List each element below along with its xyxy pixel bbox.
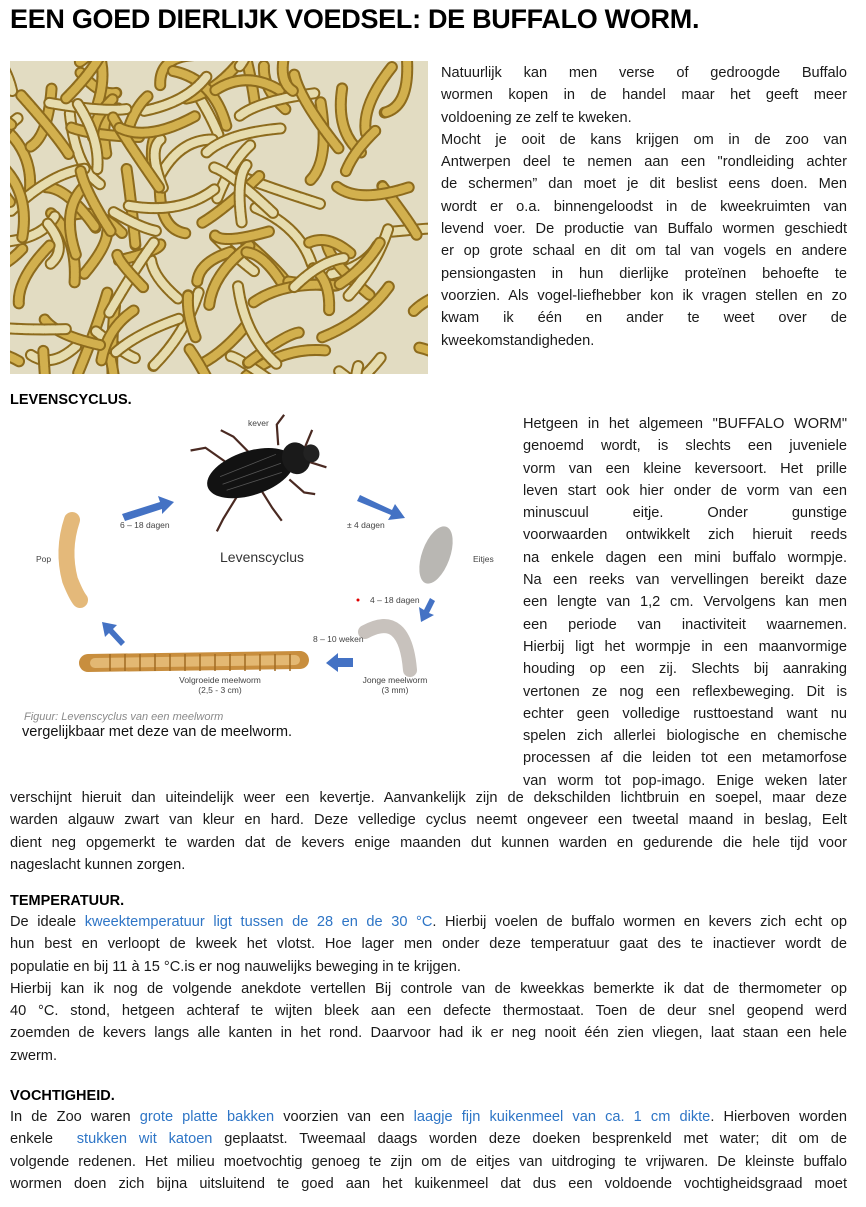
highlight-kuikenmeel: laagje fijn kuikenmeel van ca. 1 cm dikte — [413, 1109, 711, 1125]
temperatuur-line: Hierbij kan ik nog de volgende anekdote vertellen Bij controle van de kweekkas bemerkte ik dat de thermometer op — [10, 980, 847, 997]
highlight-bakken: grote platte bakken — [139, 1109, 275, 1125]
worms-illustration — [10, 61, 428, 374]
intro-line: voldoening ze zelf te kweken. — [441, 109, 632, 126]
label-kever: kever — [248, 418, 269, 428]
side-text-line: genoemd wordt, is slechts een juveniele — [523, 438, 847, 455]
label-pop-to-kever: 6 – 18 dagen — [120, 520, 170, 530]
full-text-line: verschijnt hieruit dan uiteindelijk weer een kevertje. Aanvankelijk zijn de dekschilden lichtbruin en soepel, maar deze — [10, 790, 847, 806]
text-run: voorzien van een — [274, 1109, 414, 1125]
label-kever-to-eitjes: ± 4 dagen — [347, 520, 385, 530]
text-run: geplaatst. Tweemaal daags worden deze doeken besprenkeld met water; dit om de — [212, 1131, 848, 1148]
label-eitjes: Eitjes — [473, 554, 494, 564]
young-worm-image — [365, 626, 410, 670]
full-text-line: nageslacht kunnen zorgen. — [10, 856, 186, 873]
label-volgroeid-name: Volgroeide meelworm — [179, 675, 261, 685]
side-text-line: houding op een zij. Slechts bij aanraking — [523, 661, 847, 678]
temperatuur-line: hun best en verloopt de kweek het vlotst. Hoe lager men onder deze temperatuur gaat des te inactiever wordt de — [10, 936, 847, 953]
temperatuur-line: populatie en bij 11 à 15 °C.is er nog nauwelijks beweging in te krijgen. — [10, 958, 461, 975]
beetle-image — [187, 410, 337, 541]
worm-shape — [10, 327, 66, 330]
label-pop: Pop — [36, 554, 52, 564]
vochtigheid-line-2 — [10, 1128, 847, 1150]
temperatuur-text — [10, 911, 847, 1067]
temperatuur-line: 40 °C. stond, hetgeen achteraf te wijten bleek aan een defecte thermostaat. Toen de deur snel geopend werd — [10, 1003, 847, 1020]
full-grown-worm-image — [88, 654, 300, 671]
intro-line: Antwerpen deel te nemen aan een "rondleiding achter — [441, 154, 847, 171]
intro-line: wordt er o.a. binnengeloodst in de kweekruimten van — [441, 198, 847, 215]
label-jonge — [355, 675, 435, 695]
side-text-line: spelen zich allerlei biologische en chemische — [523, 728, 847, 745]
intro-line: voorzien. Als vogel-liefhebber kon ik vragen stellen en zo — [441, 287, 847, 304]
arrow-volgroeid-to-pop — [102, 622, 125, 646]
label-eitjes-to-jonge: 4 – 18 dagen — [370, 595, 420, 605]
buffalo-worms-photo — [10, 61, 428, 374]
intro-text — [441, 62, 847, 352]
intro-line: Natuurlijk kan men verse of gedroogde Buffalo — [441, 65, 847, 81]
levenscyclus-full-text — [10, 787, 847, 876]
arrow-kever-to-eitjes — [357, 495, 405, 520]
intro-line: levend voer. De productie van Buffalo wormen geschiedt — [441, 221, 847, 238]
vochtigheid-line: volgende redenen. Het milieu moetvochtig genoeg te zijn om de eitjes van uitdroging te vrijwaren. De kleinste buffalo — [10, 1153, 847, 1170]
text-run: In de Zoo waren — [10, 1109, 140, 1125]
label-volgroeid — [160, 675, 280, 695]
section-heading-temperatuur: TEMPERATUUR. — [10, 893, 125, 909]
levenscyclus-side-text — [523, 413, 847, 792]
highlight-temperature: kweektemperatuur ligt tussen de 28 en de 30 °C — [84, 914, 433, 930]
eggs-image — [413, 522, 460, 588]
text-run: De ideale — [10, 914, 85, 930]
side-text-line: echter geen volledige rusttoestand want nu — [523, 705, 847, 722]
figure-caption: Figuur: Levenscyclus van een meelworm — [24, 711, 224, 723]
label-jonge-size: (3 mm) — [381, 685, 409, 695]
full-text-line: warden algauw zwart van kleur en hard. Deze velledige cyclus neemt ongeveer een tweetal maand in beslag, Eelt — [10, 812, 847, 829]
text-run: . Hierbij voelen de buffalo wormen en kevers zich echt op — [432, 914, 848, 930]
arrow-pop-to-kever — [122, 496, 174, 521]
temperatuur-line: zoemden de kevers langs alle kanten in het rond. Daarvoor had ik er neg nooit één zien vliegen, laat staan een hele — [10, 1025, 847, 1042]
side-text-line: Hierbij ligt het wormpje in een maanvormige — [523, 638, 847, 655]
intro-line: er op grote schaal en dit om tal van vogels en andere — [441, 243, 847, 260]
intro-line: kwam ik één en ander te weet over de — [441, 310, 847, 327]
section-heading-levenscyclus: LEVENSCYCLUS. — [10, 392, 132, 408]
temperatuur-line-1 — [10, 911, 847, 933]
side-text-line: van worm tot pop-imago. Enige weken later — [523, 772, 847, 789]
label-jonge-to-volgroeid: 8 – 10 weken — [313, 634, 364, 644]
text-run: . Hierboven worden — [710, 1109, 847, 1125]
arrow-jonge-to-volgroeid — [326, 653, 353, 672]
side-text-line: leven start ook hier onder de vorm van een — [523, 482, 847, 499]
vochtigheid-text — [10, 1106, 847, 1195]
figure-caption-continuation: vergelijkbaar met deze van de meelworm. — [22, 724, 293, 740]
intro-line: pensiongasten in hun dierlijke proteïnen behoefte te — [441, 265, 847, 282]
side-text-line: Na een reeks van vervellingen bereikt daze — [523, 572, 847, 589]
red-dot — [357, 599, 360, 602]
side-text-line: minuscuul eitje. Onder gunstige — [523, 505, 847, 522]
intro-line: kweekomstandigheden. — [441, 332, 595, 349]
side-text-line: processen af die leiden tot een metamorfose — [523, 750, 847, 767]
label-jonge-name: Jonge meelworm — [362, 675, 428, 685]
intro-line: wormen kopen in de handel maar het geeft meer — [441, 87, 847, 104]
page-title: EEN GOED DIERLIJK VOEDSEL: DE BUFFALO WORM. — [10, 4, 700, 34]
label-volgroeid-size: (2,5 - 3 cm) — [198, 685, 242, 695]
vochtigheid-line: wormen doen zich bijna uitsluitend te goed aan het kuikenmeel dat dus een voldoende vochtigheidsgraad moet — [10, 1175, 847, 1192]
highlight-katoen: stukken wit katoen — [76, 1131, 213, 1148]
side-text-line: voorwaarden ontwikkelt zich hieruit reeds — [523, 527, 847, 544]
side-text-line: vertonen ze nog een reflexbeweging. Dit is — [523, 683, 847, 700]
intro-line: Mocht je ooit de kans krijgen om in de zoo van — [441, 131, 847, 148]
text-run: enkele — [10, 1131, 77, 1148]
side-text-line: na enkele dagen een mini buffalo wormpje. — [523, 549, 847, 566]
side-text-line: Hetgeen in het algemeen "BUFFALO WORM" — [523, 416, 847, 432]
full-text-line: dient neg opgemerkt te warden dat de kevers enige maanden dut kunnen warden en gedurende die hele tijd voor — [10, 834, 847, 851]
side-text-line: een lengte van 1,2 cm. Vervolgens kan men — [523, 594, 847, 611]
vochtigheid-line-1 — [10, 1106, 847, 1128]
diagram-center-title: Levenscyclus — [220, 549, 305, 565]
intro-line: de schermen” dan moet je dit beslist eens doen. Men — [441, 176, 847, 193]
arrow-eitjes-to-jonge — [419, 598, 435, 622]
temperatuur-line: zwerm. — [10, 1047, 58, 1064]
pupa-image — [66, 520, 80, 600]
side-text-line: vorm van een kleine keversoort. Het prille — [523, 460, 847, 477]
life-cycle-figure — [10, 410, 510, 740]
side-text-line: een periode van inactiviteit waarnemen. — [523, 616, 847, 633]
section-heading-vochtigheid: VOCHTIGHEID. — [10, 1088, 115, 1104]
